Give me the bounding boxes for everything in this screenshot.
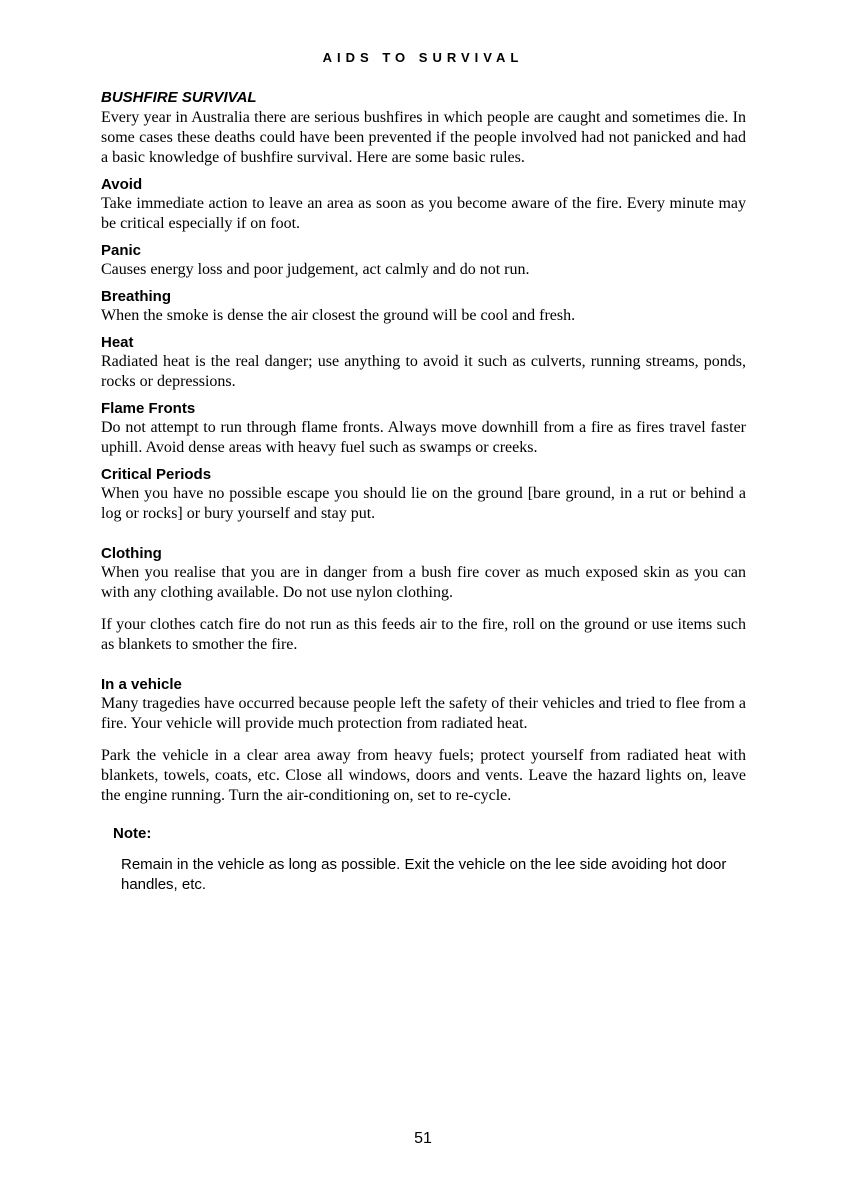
rule-heading-critical-periods: Critical Periods (101, 466, 212, 483)
rule-text-avoid: Take immediate action to leave an area as soon as you become aware of the fire. Every minute may be critical especially if on foot. (101, 195, 746, 232)
rule-text-clothing-2: If your clothes catch fire do not run as this feeds air to the fire, roll on the ground or use items such as blankets to smother the fire. (101, 616, 746, 653)
rule-text-vehicle-1: Many tragedies have occurred because people left the safety of their vehicles and tried to flee from a fire. Your vehicle will provide much protection from radiated heat. (101, 695, 746, 732)
note-box (113, 824, 746, 895)
rule-heading-flame-fronts: Flame Fronts (101, 400, 196, 417)
intro-paragraph: Every year in Australia there are serious bushfires in which people are caught and sometimes die. In some cases these deaths could have been prevented if the people involved had not panicked and had a basic knowledge of bushfire survival. Here are some basic rules. (101, 109, 746, 166)
note-text: Remain in the vehicle as long as possible. Exit the vehicle on the lee side avoiding hot door handles, etc. (121, 856, 727, 893)
rule-text-panic: Causes energy loss and poor judgement, act calmly and do not run. (101, 261, 530, 278)
page-number: 51 (414, 1130, 432, 1147)
section-title: BUSHFIRE SURVIVAL (101, 89, 257, 106)
rule-text-clothing-1: When you realise that you are in danger from a bush fire cover as much exposed skin as you can with any clothing available. Do not use nylon clothing. (101, 564, 746, 601)
rule-heading-clothing: Clothing (101, 545, 162, 562)
note-label: Note: (113, 825, 152, 842)
rule-heading-heat: Heat (101, 334, 134, 351)
rule-text-flame-fronts: Do not attempt to run through flame fronts. Always move downhill from a fire as fires travel faster uphill. Avoid dense areas with heavy fuel such as swamps or creeks. (101, 419, 746, 456)
rule-heading-breathing: Breathing (101, 288, 172, 305)
running-header: AIDS TO SURVIVAL (322, 50, 524, 65)
rule-heading-avoid: Avoid (101, 176, 143, 193)
rule-text-breathing: When the smoke is dense the air closest the ground will be cool and fresh. (101, 307, 576, 324)
rule-text-heat: Radiated heat is the real danger; use anything to avoid it such as culverts, running streams, ponds, rocks or depressions. (101, 353, 746, 390)
rule-heading-panic: Panic (101, 242, 142, 259)
rule-heading-vehicle: In a vehicle (101, 676, 182, 693)
rule-text-critical-periods: When you have no possible escape you should lie on the ground [bare ground, in a rut or behind a log or rocks] or bury yourself and stay put. (101, 485, 746, 522)
rule-text-vehicle-2: Park the vehicle in a clear area away from heavy fuels; protect yourself from radiated heat with blankets, towels, coats, etc. Close all windows, doors and vents. Leave the hazard lights on, leave the engine running. Turn the air-conditioning on, set to re-cycle. (101, 747, 746, 804)
page-content (101, 88, 746, 895)
